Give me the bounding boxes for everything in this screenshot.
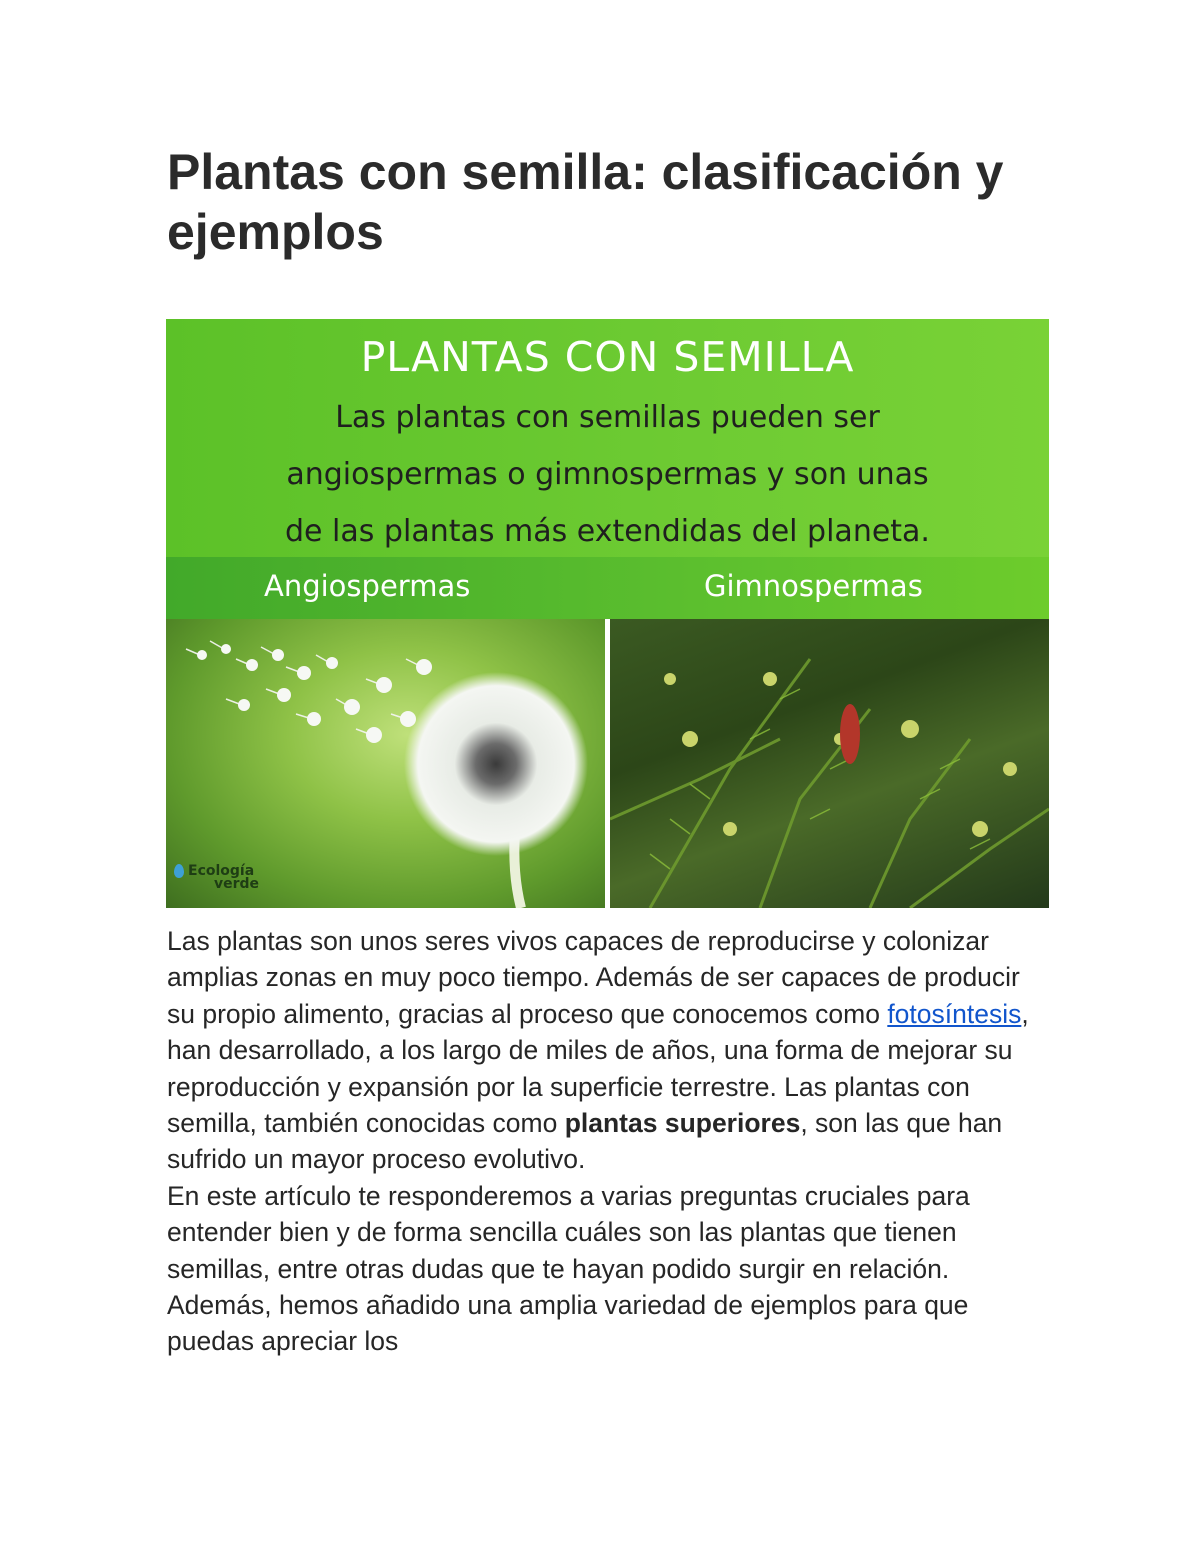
- fotosintesis-link[interactable]: fotosíntesis: [887, 998, 1022, 1029]
- conifer-illustration: [610, 619, 1049, 908]
- infographic-heading: PLANTAS CON SEMILLA: [360, 333, 855, 381]
- label-gimnospermas: Gimnospermas: [704, 569, 923, 603]
- infographic-banner: [166, 319, 1049, 557]
- infographic-image: [166, 319, 1049, 908]
- infographic-text: [226, 389, 989, 560]
- page-title: Plantas con semilla: clasificación y ejemplos: [167, 144, 1004, 260]
- paragraph-text: , son las que han sufrido un mayor proceso evolutivo.: [167, 1108, 1003, 1175]
- dandelion-photo: [166, 619, 605, 908]
- logo-text: verde: [214, 876, 260, 892]
- label-angiospermas: Angiospermas: [264, 569, 471, 603]
- bold-term: plantas superiores: [564, 1108, 801, 1139]
- ecologia-verde-logo: [174, 864, 259, 891]
- infographic-text-line: angiospermas o gimnospermas y son unas: [286, 457, 929, 492]
- category-label-bar: [166, 557, 1049, 619]
- paragraph-text: Las plantas son unos seres vivos capaces de reproducirse y colonizar amplias zonas en muy poco tiempo. Además de ser capaces de producir su propio alimento, gracias al proceso que conocemos como: [167, 926, 1020, 1029]
- logo-text: Ecología: [188, 863, 255, 879]
- paragraph: En este artículo te responderemos a varias preguntas cruciales para entender bien y de forma sencilla cuáles son las plantas que tienen semillas, entre otras dudas que te hayan podido surgir en relación. Además, hemos añadido una amplia variedad de ejemplos para que puedas apreciar los: [167, 1180, 970, 1357]
- paragraph: [167, 923, 1047, 1178]
- infographic-text-line: de las plantas más extendidas del planeta.: [285, 514, 930, 549]
- infographic-text-line: Las plantas con semillas pueden ser: [335, 400, 880, 435]
- conifer-photo: [610, 619, 1049, 908]
- article-body: [167, 923, 1047, 1360]
- paragraph-text: , han desarrollado, a los largo de miles de años, una forma de mejorar su reproducción y expansión por la superficie terrestre. Las plantas con semilla, también conocidas como: [167, 998, 1029, 1139]
